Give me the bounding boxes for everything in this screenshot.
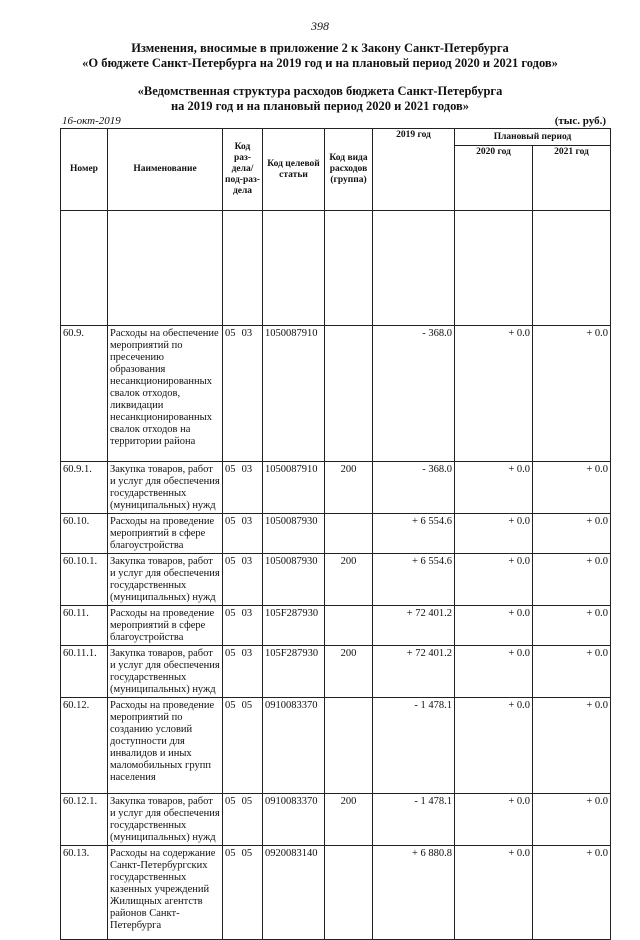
row-amount-2021: + 0.0	[533, 606, 611, 646]
row-podrazdel: 05	[241, 700, 253, 711]
row-target-code: 1050087930	[263, 554, 325, 606]
header-name: Наименование	[108, 129, 223, 211]
row-target-code: 1050087910	[263, 462, 325, 514]
row-amount-2019: + 72 401.2	[373, 646, 455, 698]
row-amount-2020: + 0.0	[455, 698, 533, 794]
table-row	[61, 554, 611, 606]
table-row	[61, 646, 611, 698]
row-podrazdel: 03	[241, 556, 253, 567]
row-type-code: 200	[325, 646, 373, 698]
table-row	[61, 794, 611, 846]
row-name: Закупка товаров, работ и услуг для обеспечения государственных (муниципальных) нужд	[108, 794, 223, 846]
row-amount-2020: + 0.0	[455, 514, 533, 554]
row-amount-2021: + 0.0	[533, 326, 611, 462]
row-podrazdel: 05	[241, 848, 253, 859]
table-row	[61, 606, 611, 646]
empty-row	[61, 211, 611, 326]
row-section-code	[223, 794, 263, 846]
header-target: Код целевой статьи	[263, 129, 325, 211]
row-number: 60.12.	[61, 698, 108, 794]
header-2020: 2020 год	[455, 146, 533, 211]
row-amount-2021: + 0.0	[533, 646, 611, 698]
header-planned: Плановый период	[455, 129, 611, 146]
row-type-code	[325, 326, 373, 462]
row-razdel: 05	[225, 796, 236, 807]
row-section-code	[223, 698, 263, 794]
table-row	[61, 514, 611, 554]
row-amount-2021: + 0.0	[533, 794, 611, 846]
row-razdel: 05	[225, 516, 236, 527]
row-target-code: 0910083370	[263, 794, 325, 846]
subtitle-line-1: «Ведомственная структура расходов бюджета Санкт-Петербурга	[137, 84, 503, 98]
row-podrazdel: 03	[241, 648, 253, 659]
row-type-code	[325, 514, 373, 554]
row-amount-2020: + 0.0	[455, 846, 533, 940]
row-type-code: 200	[325, 794, 373, 846]
row-target-code: 1050087910	[263, 326, 325, 462]
row-number: 60.9.	[61, 326, 108, 462]
row-name: Закупка товаров, работ и услуг для обеспечения государственных (муниципальных) нужд	[108, 554, 223, 606]
row-razdel: 05	[225, 328, 236, 339]
row-section-code	[223, 846, 263, 940]
row-amount-2019: + 6 554.6	[373, 514, 455, 554]
row-name: Закупка товаров, работ и услуг для обеспечения государственных (муниципальных) нужд	[108, 646, 223, 698]
row-amount-2019: + 6 554.6	[373, 554, 455, 606]
row-amount-2021: + 0.0	[533, 554, 611, 606]
document-date: 16-окт-2019	[62, 115, 121, 127]
row-name: Закупка товаров, работ и услуг для обеспечения государственных (муниципальных) нужд	[108, 462, 223, 514]
row-name: Расходы на проведение мероприятий в сфере благоустройства	[108, 514, 223, 554]
header-type: Код вида расходов (группа)	[325, 129, 373, 211]
row-type-code	[325, 606, 373, 646]
row-razdel: 05	[225, 648, 236, 659]
subtitle-line-2: на 2019 год и на плановый период 2020 и 2021 годов»	[170, 99, 470, 113]
row-amount-2020: + 0.0	[455, 646, 533, 698]
row-amount-2019: - 368.0	[373, 326, 455, 462]
row-amount-2019: + 72 401.2	[373, 606, 455, 646]
title-line-2: «О бюджете Санкт-Петербурга на 2019 год и на плановый период 2020 и 2021 годов»	[82, 56, 558, 70]
row-razdel: 05	[225, 608, 236, 619]
row-podrazdel: 03	[241, 608, 253, 619]
row-section-code	[223, 462, 263, 514]
row-amount-2021: + 0.0	[533, 846, 611, 940]
row-razdel: 05	[225, 848, 236, 859]
title-line-1: Изменения, вносимые в приложение 2 к Закону Санкт-Петербурга	[131, 41, 509, 55]
row-amount-2021: + 0.0	[533, 698, 611, 794]
row-amount-2020: + 0.0	[455, 606, 533, 646]
table-row	[61, 846, 611, 940]
row-type-code: 200	[325, 554, 373, 606]
row-target-code: 1050087930	[263, 514, 325, 554]
row-name: Расходы на проведение мероприятий по созданию условий доступности для инвалидов и иных маломобильных групп населения	[108, 698, 223, 794]
row-amount-2020: + 0.0	[455, 554, 533, 606]
row-podrazdel: 03	[241, 328, 253, 339]
row-amount-2020: + 0.0	[455, 462, 533, 514]
row-number: 60.10.	[61, 514, 108, 554]
row-podrazdel: 05	[241, 796, 253, 807]
row-amount-2020: + 0.0	[455, 326, 533, 462]
document-title	[0, 41, 640, 71]
row-section-code	[223, 646, 263, 698]
document-subtitle	[0, 84, 640, 114]
table-row	[61, 698, 611, 794]
row-amount-2020: + 0.0	[455, 794, 533, 846]
row-amount-2021: + 0.0	[533, 462, 611, 514]
table-row	[61, 326, 611, 462]
row-type-code	[325, 846, 373, 940]
row-podrazdel: 03	[241, 516, 253, 527]
row-podrazdel: 03	[241, 464, 253, 475]
row-target-code: 0910083370	[263, 698, 325, 794]
header-number: Номер	[61, 129, 108, 211]
header-section: Код раз-дела/ под-раз-дела	[223, 129, 263, 211]
row-amount-2019: - 1 478.1	[373, 698, 455, 794]
row-type-code: 200	[325, 462, 373, 514]
row-target-code: 105F287930	[263, 646, 325, 698]
row-section-code	[223, 606, 263, 646]
row-number: 60.11.1.	[61, 646, 108, 698]
row-section-code	[223, 326, 263, 462]
header-2021: 2021 год	[533, 146, 611, 211]
row-amount-2021: + 0.0	[533, 514, 611, 554]
row-name: Расходы на проведение мероприятий в сфере благоустройства	[108, 606, 223, 646]
row-section-code	[223, 554, 263, 606]
row-number: 60.9.1.	[61, 462, 108, 514]
row-razdel: 05	[225, 464, 236, 475]
budget-table	[60, 128, 611, 940]
row-number: 60.11.	[61, 606, 108, 646]
table-row	[61, 462, 611, 514]
row-number: 60.13.	[61, 846, 108, 940]
row-type-code	[325, 698, 373, 794]
row-amount-2019: - 1 478.1	[373, 794, 455, 846]
units-label: (тыс. руб.)	[554, 115, 606, 127]
row-target-code: 0920083140	[263, 846, 325, 940]
page-number: 398	[311, 19, 329, 33]
row-target-code: 105F287930	[263, 606, 325, 646]
row-razdel: 05	[225, 700, 236, 711]
row-name: Расходы на обеспечение мероприятий по пресечению образования несанкционированных свалок отходов, ликвидации несанкционированных свалок отходов на территории района	[108, 326, 223, 462]
row-number: 60.10.1.	[61, 554, 108, 606]
row-razdel: 05	[225, 556, 236, 567]
header-2019: 2019 год	[373, 129, 455, 211]
row-amount-2019: + 6 880.8	[373, 846, 455, 940]
row-number: 60.12.1.	[61, 794, 108, 846]
row-name: Расходы на содержание Санкт-Петербургских государственных казенных учреждений Жилищных агентств районов Санкт-Петербурга	[108, 846, 223, 940]
row-section-code	[223, 514, 263, 554]
row-amount-2019: - 368.0	[373, 462, 455, 514]
